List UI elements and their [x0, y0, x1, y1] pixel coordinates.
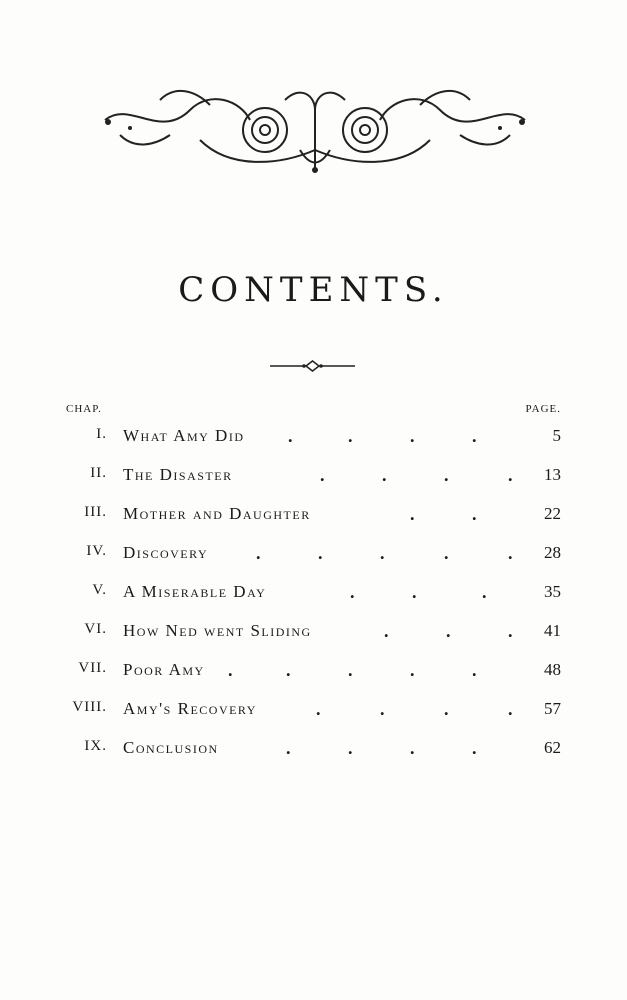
dot-leaders: . . . .	[286, 738, 477, 758]
chapter-number: V.	[92, 582, 107, 598]
toc-entry[interactable]	[0, 621, 627, 651]
toc-entry[interactable]	[0, 699, 627, 729]
dot-leaders: . . . . .	[228, 660, 477, 680]
dot-leaders: . . . .	[288, 426, 477, 446]
chapter-number: IV.	[86, 543, 107, 559]
page-number: 35	[544, 582, 561, 601]
toc-entry[interactable]	[0, 426, 627, 456]
dot-leaders: . . .	[350, 582, 487, 602]
scrollwork-headpiece-icon	[100, 80, 530, 175]
page-number: 57	[544, 699, 561, 718]
chapter-title: How Ned went Sliding	[123, 621, 312, 640]
chapter-number: VII.	[78, 660, 107, 676]
dot-leaders: . .	[410, 504, 477, 524]
chapter-title: Discovery	[123, 543, 209, 562]
chapter-number: VI.	[84, 621, 107, 637]
chapter-title: A Miserable Day	[123, 582, 267, 601]
toc-entry[interactable]	[0, 504, 627, 534]
page-number: 41	[544, 621, 561, 640]
toc-entry[interactable]	[0, 738, 627, 768]
page-number: 5	[552, 426, 561, 445]
page-number: 22	[544, 504, 561, 523]
chapter-title: What Amy Did	[123, 426, 245, 445]
chapter-title: The Disaster	[123, 465, 233, 484]
chapter-number: II.	[90, 465, 107, 481]
chapter-title: Conclusion	[123, 738, 219, 757]
page-number: 62	[544, 738, 561, 757]
dot-leaders: . . . .	[320, 465, 513, 485]
toc-entry[interactable]	[0, 543, 627, 573]
page-column-header: PAGE.	[525, 403, 561, 415]
dot-leaders: . . .	[384, 621, 513, 641]
diamond-rule-icon	[270, 360, 355, 372]
toc-entry[interactable]	[0, 582, 627, 612]
page-number: 48	[544, 660, 561, 679]
chapter-number: III.	[84, 504, 107, 520]
toc-entry[interactable]	[0, 660, 627, 690]
page-title: CONTENTS.	[178, 270, 449, 310]
chapter-number: I.	[96, 426, 107, 442]
chapter-title: Mother and Daughter	[123, 504, 311, 523]
chapter-number: VIII.	[72, 699, 107, 715]
chapter-title: Poor Amy	[123, 660, 205, 679]
page-number: 28	[544, 543, 561, 562]
chapter-title: Amy's Recovery	[123, 699, 257, 718]
toc-entry[interactable]	[0, 465, 627, 495]
page-number: 13	[544, 465, 561, 484]
dot-leaders: . . . . .	[256, 543, 513, 563]
dot-leaders: . . . .	[316, 699, 513, 719]
chap-column-header: CHAP.	[66, 403, 102, 415]
chapter-number: IX.	[84, 738, 107, 754]
